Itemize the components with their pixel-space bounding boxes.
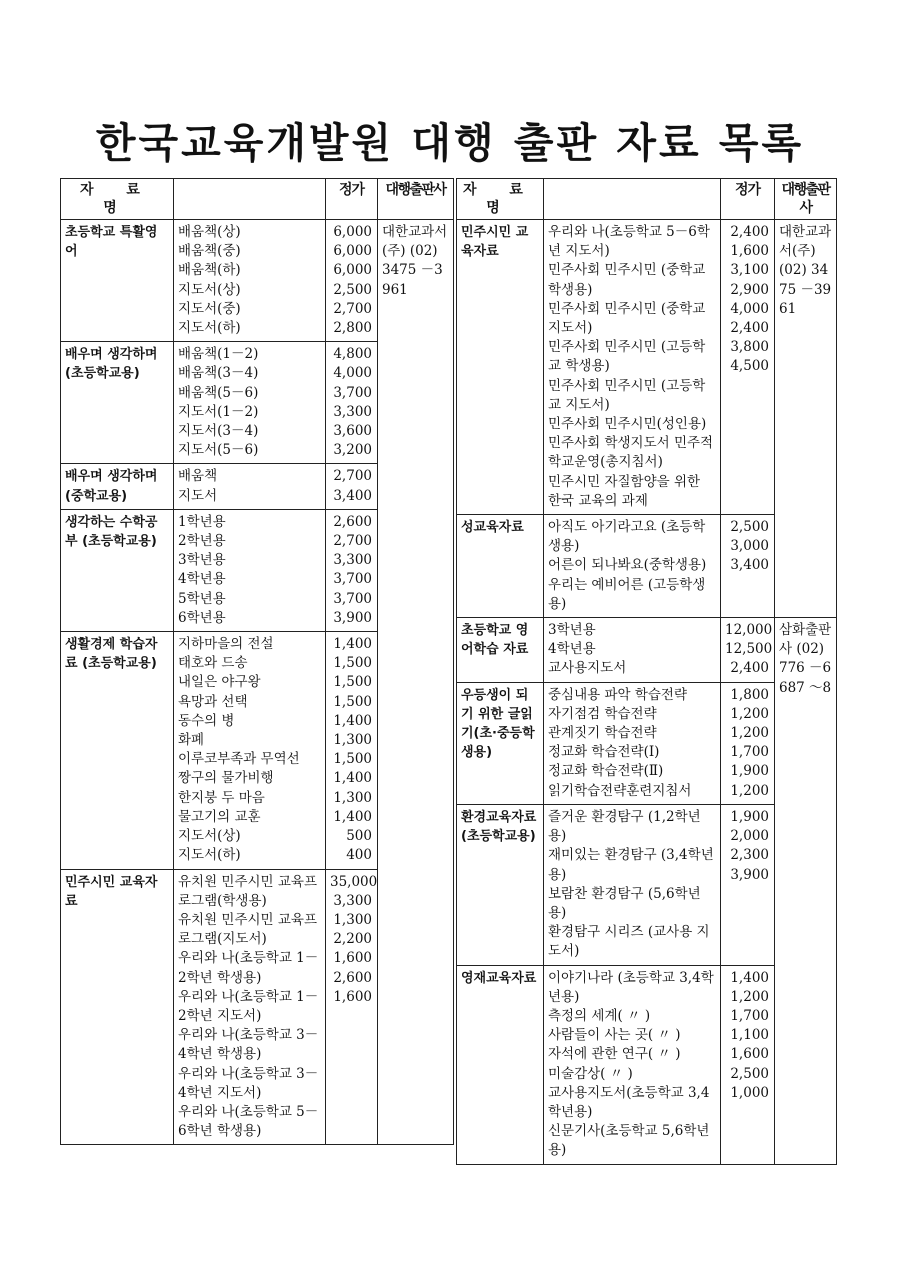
item-title: 이루코부족과 무역선 <box>178 751 300 768</box>
item-price: 1,600 <box>333 988 372 1005</box>
item-titles <box>544 804 721 965</box>
item-title: 환경탐구 시리즈 (교사용 지도서) <box>548 924 710 960</box>
category-name: 민주시민 교육자료 <box>457 220 544 515</box>
catalog-table-right <box>456 178 837 1165</box>
item-title: 측정의 세계( 〃 ) <box>548 1007 651 1024</box>
item-price: 1,500 <box>333 674 372 691</box>
item-price: 2,600 <box>333 969 372 986</box>
category-name: 성교육자료 <box>457 515 544 618</box>
item-title: 배움책(하) <box>178 262 241 279</box>
item-price: 3,300 <box>333 403 372 420</box>
item-price: 2,500 <box>730 519 769 536</box>
item-price: 3,700 <box>333 571 372 588</box>
item-title: 우리와 나(초등학교 3－4학년 학생용) <box>178 1027 319 1063</box>
item-title: 관계짓기 학습전략 <box>548 725 657 742</box>
item-price: 2,500 <box>730 1065 769 1082</box>
item-title: 지도서(하) <box>178 320 241 337</box>
item-price: 1,600 <box>730 243 769 260</box>
header-publisher: 대행출판사 <box>378 179 454 220</box>
item-price: 3,600 <box>333 423 372 440</box>
header-publisher: 대행출판사 <box>775 179 837 220</box>
item-title: 재미있는 환경탐구 (3,4학년용) <box>548 847 714 883</box>
item-title: 즐거운 환경탐구 (1,2학년용) <box>548 808 701 845</box>
item-title: 지도서(3－4) <box>178 423 259 440</box>
publisher-info: 대한교과서(주) (02) 3475 －3961 <box>775 220 837 618</box>
item-price: 2,900 <box>730 281 769 298</box>
item-title: 욕망과 선택 <box>178 693 248 710</box>
item-price: 1,200 <box>730 782 769 799</box>
publisher-info: 삼화출판사 (02) 776 －6687 ～8 <box>775 618 837 1164</box>
item-price: 4,500 <box>730 358 769 375</box>
item-price: 1,800 <box>730 686 769 703</box>
item-price: 3,400 <box>333 487 372 504</box>
item-title: 지도서(5－6) <box>178 442 259 459</box>
item-title: 민주사회 학생지도서 민주적 학교운영(총지침서) <box>548 435 714 471</box>
category-name: 초등학교 영어학습 자료 <box>457 618 544 683</box>
item-price: 6,000 <box>333 262 372 279</box>
item-title: 배움책(3－4) <box>178 365 259 382</box>
item-title: 우리와 나(초등학교 3－4학년 지도서) <box>178 1065 319 1101</box>
item-price: 1,900 <box>730 763 769 780</box>
item-price: 2,200 <box>333 931 372 948</box>
item-price: 1,000 <box>730 1084 769 1101</box>
item-price: 3,700 <box>333 384 372 401</box>
item-title: 3학년용 <box>548 622 596 639</box>
item-price: 3,800 <box>730 339 769 356</box>
item-title: 정교화 학습전략(Ⅰ) <box>548 744 660 761</box>
item-price: 1,200 <box>730 705 769 722</box>
category-name: 우등생이 되기 위한 글읽기(초·중등학생용) <box>457 682 544 804</box>
item-title: 배움책 <box>178 468 218 485</box>
item-price: 4,000 <box>333 365 372 382</box>
item-prices <box>721 220 775 515</box>
header-price: 정가 <box>721 179 775 220</box>
item-price: 6,000 <box>333 243 372 260</box>
item-title: 민주시민 자질함양을 위한 한국 교육의 과제 <box>548 473 701 509</box>
item-title: 동수의 병 <box>178 712 235 729</box>
item-prices <box>721 515 775 618</box>
item-title: 4학년용 <box>178 571 226 588</box>
item-price: 400 <box>346 847 372 864</box>
item-title: 우리는 예비어른 (고등학생용) <box>548 576 706 612</box>
item-price: 1,700 <box>730 1007 769 1024</box>
item-prices <box>326 509 378 631</box>
header-row <box>457 179 837 220</box>
item-title: 배움책(상) <box>178 224 241 240</box>
item-title: 보람찬 환경탐구 (5,6학년용) <box>548 885 701 921</box>
item-price: 1,400 <box>730 969 769 986</box>
item-titles <box>544 220 721 515</box>
item-price: 1,400 <box>333 808 372 825</box>
item-title: 교사용지도서(초등학교 3,4학년용) <box>548 1084 710 1120</box>
item-title: 지도서(상) <box>178 281 241 298</box>
item-price: 1,400 <box>333 712 372 729</box>
item-price: 35,000 <box>330 873 378 890</box>
item-titles <box>174 464 326 509</box>
item-prices <box>326 464 378 509</box>
item-title: 미술감상( 〃 ) <box>548 1065 633 1082</box>
item-title: 지하마을의 전설 <box>178 636 274 653</box>
item-title: 우리와 나(초등학교 1－2학년 학생용) <box>178 950 319 986</box>
category-name: 영재교육자료 <box>457 965 544 1164</box>
item-titles <box>544 618 721 683</box>
item-price: 1,900 <box>730 808 769 825</box>
item-price: 3,900 <box>333 609 372 626</box>
item-titles <box>544 682 721 804</box>
catalog-body-right <box>457 220 837 1165</box>
item-title: 1학년용 <box>178 513 226 530</box>
item-price: 3,300 <box>333 892 372 909</box>
item-title: 정교화 학습전략(Ⅱ) <box>548 763 664 780</box>
item-titles <box>174 342 326 464</box>
item-title: 지도서 <box>178 487 218 504</box>
item-price: 1,500 <box>333 693 372 710</box>
item-title: 5학년용 <box>178 590 226 607</box>
item-price: 1,300 <box>333 732 372 749</box>
item-price: 1,300 <box>333 789 372 806</box>
item-price: 6,000 <box>333 224 372 240</box>
item-price: 3,000 <box>730 538 769 555</box>
item-title: 지도서(하) <box>178 847 241 864</box>
item-prices <box>326 342 378 464</box>
publisher-info: 대한교과서(주) (02) 3475 －3961 <box>378 220 454 1145</box>
item-price: 1,200 <box>730 988 769 1005</box>
item-titles <box>174 869 326 1145</box>
item-title: 민주사회 민주시민 (고등학교 지도서) <box>548 377 706 413</box>
item-title: 내일은 야구왕 <box>178 674 261 691</box>
item-title: 배움책(5－6) <box>178 384 259 401</box>
header-price: 정가 <box>326 179 378 220</box>
item-price: 2,300 <box>730 847 769 864</box>
item-price: 1,600 <box>333 950 372 967</box>
item-title: 이야기나라 (초등학교 3,4학년용) <box>548 969 714 1005</box>
item-title: 민주사회 민주시민 (중학교 지도서) <box>548 300 706 337</box>
item-title: 자석에 관한 연구( 〃 ) <box>548 1046 681 1063</box>
item-price: 1,200 <box>730 725 769 742</box>
item-title: 유치원 민주시민 교육프로그램(학생용) <box>178 873 317 909</box>
item-title: 4학년용 <box>548 641 596 658</box>
item-titles <box>174 220 326 342</box>
item-title: 민주사회 민주시민(성인용) <box>548 416 707 433</box>
item-prices <box>721 682 775 804</box>
item-price: 4,800 <box>333 346 372 363</box>
category-name: 초등학교 특활영어 <box>61 220 174 342</box>
item-title: 읽기학습전략훈련지침서 <box>548 782 692 799</box>
item-price: 3,700 <box>333 590 372 607</box>
item-title: 신문기사(초등학교 5,6학년용) <box>548 1123 710 1159</box>
item-title: 우리와 나(초등학교 5－6학년 지도서) <box>548 224 710 260</box>
item-price: 1,600 <box>730 1046 769 1063</box>
item-title: 짱구의 물가비행 <box>178 770 274 787</box>
item-titles <box>544 965 721 1164</box>
item-prices <box>326 220 378 342</box>
item-title: 배움책(중) <box>178 243 241 260</box>
group-row <box>457 618 837 683</box>
item-price: 2,000 <box>730 828 769 845</box>
item-title: 사람들이 사는 곳( 〃 ) <box>548 1027 681 1044</box>
item-title: 민주사회 민주시민 (중학교 학생용) <box>548 262 706 298</box>
item-title: 교사용지도서 <box>548 660 627 677</box>
header-title: 자 료 명 <box>61 179 174 220</box>
item-price: 2,700 <box>333 300 372 317</box>
catalog-body-left <box>61 220 454 1145</box>
item-price: 12,000 <box>725 622 773 639</box>
item-price: 500 <box>346 828 372 845</box>
item-title: 3학년용 <box>178 552 226 569</box>
item-title: 배움책(1－2) <box>178 346 259 363</box>
item-prices <box>326 632 378 869</box>
item-price: 12,500 <box>725 641 773 658</box>
item-prices <box>721 965 775 1164</box>
page-title: 한국교육개발원 대행 출판 자료 목록 <box>95 119 805 167</box>
category-name: 민주시민 교육자료 <box>61 869 174 1145</box>
item-title: 어른이 되나봐요(중학생용) <box>548 557 707 574</box>
item-price: 2,600 <box>333 513 372 530</box>
item-title: 우리와 나(초등학교 1－2학년 지도서) <box>178 988 319 1024</box>
item-price: 4,000 <box>730 300 769 317</box>
catalog-table-left <box>60 178 454 1145</box>
item-price: 1,300 <box>333 911 372 928</box>
item-price: 3,900 <box>730 866 769 883</box>
item-price: 3,300 <box>333 552 372 569</box>
item-price: 1,400 <box>333 636 372 653</box>
header-title: 자 료 명 <box>457 179 544 220</box>
item-price: 2,400 <box>730 320 769 337</box>
item-price: 2,400 <box>730 660 769 677</box>
item-price: 1,500 <box>333 751 372 768</box>
header-row <box>61 179 454 220</box>
item-titles <box>174 509 326 631</box>
item-title: 우리와 나(초등학교 5－6학년 학생용) <box>178 1103 319 1140</box>
item-price: 1,500 <box>333 655 372 672</box>
item-title: 아직도 아기라고요 (초등학생용) <box>548 519 706 555</box>
category-name: 배우며 생각하며(중학교용) <box>61 464 174 509</box>
item-price: 3,100 <box>730 262 769 279</box>
group-row <box>61 220 454 342</box>
item-title: 한지붕 두 마음 <box>178 789 265 806</box>
item-price: 2,700 <box>333 533 372 550</box>
item-titles <box>544 515 721 618</box>
item-price: 3,200 <box>333 442 372 459</box>
item-prices <box>721 804 775 965</box>
item-price: 2,400 <box>730 224 769 240</box>
item-title: 6학년용 <box>178 609 226 626</box>
item-prices <box>721 618 775 683</box>
category-name: 환경교육자료(초등학교용) <box>457 804 544 965</box>
item-price: 2,700 <box>333 468 372 485</box>
item-title: 지도서(1－2) <box>178 403 259 420</box>
item-price: 2,500 <box>333 281 372 298</box>
item-price: 2,800 <box>333 320 372 337</box>
item-price: 3,400 <box>730 557 769 574</box>
item-title: 지도서(중) <box>178 300 241 317</box>
item-titles <box>174 632 326 869</box>
item-title: 자기점검 학습전략 <box>548 705 657 722</box>
category-name: 배우며 생각하며 (초등학교용) <box>61 342 174 464</box>
item-title: 2학년용 <box>178 533 226 550</box>
item-prices <box>326 869 378 1145</box>
item-title: 화폐 <box>178 732 205 749</box>
item-title: 물고기의 교훈 <box>178 808 261 825</box>
group-row <box>457 220 837 515</box>
item-title: 태호와 드송 <box>178 655 248 672</box>
item-title: 중심내용 파악 학습전략 <box>548 686 687 703</box>
category-name: 생활경제 학습자료 (초등학교용) <box>61 632 174 869</box>
item-title: 지도서(상) <box>178 828 241 845</box>
item-price: 1,400 <box>333 770 372 787</box>
item-title: 유치원 민주시민 교육프로그램(지도서) <box>178 911 317 948</box>
item-title: 민주사회 민주시민 (고등학교 학생용) <box>548 339 706 375</box>
item-price: 1,700 <box>730 744 769 761</box>
category-name: 생각하는 수학공부 (초등학교용) <box>61 509 174 631</box>
item-price: 1,100 <box>730 1027 769 1044</box>
